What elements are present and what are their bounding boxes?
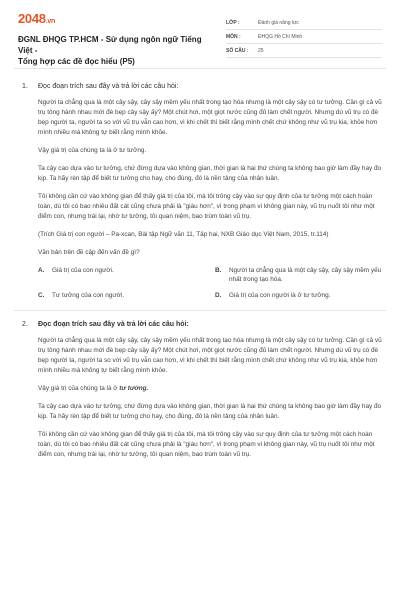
passage-paragraph: Người ta chẳng qua là một cây sậy, cây sậy mềm yếu nhất trong tạo hóa nhưng là một cây sậy có tư tưởng. Cần gì cả vũ trụ tông hành nhau mới đè bẹp cây sậy ấy? Một chút hơi, một giọt nước cũng đủ làm chết người. Nhưng dù vũ trụ có đè bẹp người ta, người ta so với vũ trụ vẫn cao hơn, vì khi chết thì biết rằng mình chết chứ không như vũ trụ kia, khỏe hơn mình nhiều mà không tự biết rằng mình khỏe. [38, 337, 382, 374]
question-row [22, 321, 382, 468]
answer-option-d[interactable] [215, 291, 382, 300]
meta-row-count [226, 44, 382, 58]
answer-option-a[interactable] [38, 266, 205, 284]
emphasis-word: tư tưởng. [119, 385, 149, 392]
meta-row-subject [226, 30, 382, 44]
meta-label: LỚP : [226, 19, 240, 26]
page-header [0, 0, 400, 68]
question-list [0, 69, 400, 468]
document-title-line-2: Tổng hợp các đề đọc hiểu (P5) [18, 57, 135, 66]
question-body [38, 83, 382, 300]
question-stem: Văn bản trên đề cập đến vấn đề gì? [38, 249, 140, 256]
question-body [38, 321, 382, 468]
meta-value: Đánh giá năng lực [258, 19, 299, 26]
meta-table [226, 16, 382, 68]
document-title [18, 34, 218, 67]
question-1 [22, 83, 382, 300]
logo-text: 2048 [18, 11, 46, 26]
site-logo[interactable] [18, 12, 218, 29]
brand-block [18, 12, 218, 68]
question-prompt: Đọc đoạn trích sau đây và trả lời các câu hỏi: [38, 83, 179, 90]
question-number: 2. [22, 321, 28, 328]
answer-letter: B. [215, 267, 222, 274]
meta-value: 25 [258, 47, 264, 54]
passage-citation: (Trích Giá trị con người – Pa-xcan, Bài tập Ngữ văn 11, Tập hai, NXB Giáo dục Việt Nam, 2015, tr.114) [38, 231, 329, 238]
question-2 [22, 321, 382, 468]
passage-paragraph: Ta cậy cao dựa vào tư tưởng, chứ đừng dựa vào không gian, thời gian là hai thứ chúng ta không bao giờ làm đầy hay đo kịp. Ta hãy rèn tập để biết tư tưởng cho hay, cho đúng, đó là nền tảng của nhân luân. [38, 403, 382, 420]
logo-suffix: .vn [45, 18, 55, 25]
meta-label: SỐ CÂU : [226, 47, 249, 54]
answer-option-b[interactable] [215, 266, 382, 284]
answer-text: Giá trị của con người là ở tư tưởng. [229, 292, 331, 299]
meta-label: MÔN : [226, 33, 241, 40]
answer-text: Người ta chẳng qua là một cây sậy, cây sậy mềm yếu nhất trong tạo hóa. [229, 267, 382, 283]
answer-letter: C. [38, 292, 45, 299]
answer-text: Tư tưởng của con người. [52, 292, 125, 299]
answer-options [38, 266, 382, 300]
question-row [22, 83, 382, 300]
meta-row-class [226, 16, 382, 30]
passage-paragraph-emphasis [38, 384, 382, 394]
passage-paragraph: Tôi không cần cứ vào không gian để thấy giá trị của tôi, mà tôi trông cậy vào sự quy định của tư tưởng một cách hoàn toàn, dù tôi có bao nhiêu đất cát cũng chưa phải là "giàu hơn", vì trong phạm vi không gian này, vũ trụ nuốt tôi như một điểm con, nhưng trái lại, nhờ tư tưởng, tôi quan niệm, bao trùm toàn vũ trụ. [38, 431, 375, 458]
passage-paragraph: Tôi không cần cứ vào không gian để thấy giá trị của tôi, mà tôi trông cậy vào sự quy định của tư tưởng một cách hoàn toàn, dù tôi có bao nhiêu đất cát cũng chưa phải là "giàu hơn", vì trong phạm vi không gian này, vũ trụ nuốt tôi như một điểm con, nhưng trái lại, nhờ tư tưởng, tôi quan niệm, bao trùm toàn vũ trụ. [38, 193, 375, 220]
meta-value: ĐHQG Hồ Chí Minh [258, 33, 303, 40]
question-prompt: Đọc đoạn trích sau đây và trả lời các câu hỏi: [38, 321, 189, 328]
answer-letter: A. [38, 267, 45, 274]
passage-paragraph: Vậy giá trị của chúng ta là ở tư tưởng. [38, 147, 147, 154]
passage-paragraph: Ta cậy cao dựa vào tư tưởng, chứ đừng dựa vào không gian, thời gian là hai thứ chúng ta không bao giờ làm đầy hay đo kịp. Ta hãy rèn tập để biết tư tưởng cho hay, cho đúng, đó là nền tảng của nhân luân. [38, 165, 382, 182]
emphasis-prefix: Vậy giá trị của chúng ta là ở [38, 385, 120, 392]
document-title-line-1: ĐGNL ĐHQG TP.HCM - Sử dụng ngôn ngữ Tiếng Việt - [18, 35, 202, 55]
passage-paragraph: Người ta chẳng qua là một cây sậy, cây sậy mềm yếu nhất trong tạo hóa nhưng là một cây sậy có tư tưởng. Cần gì cả vũ trụ tông hành nhau mới đè bẹp cây sậy ấy? Một chút hơi, một giọt nước cũng đủ làm chết người. Nhưng dù vũ trụ có đè bẹp người ta, người ta so với vũ trụ vẫn cao hơn, vì khi chết thì biết rằng mình chết chứ không như vũ trụ kia, khỏe hơn mình nhiều mà không tự biết rằng mình khỏe. [38, 99, 382, 136]
answer-option-c[interactable] [38, 291, 205, 300]
question-number: 1. [22, 83, 28, 90]
answer-letter: D. [215, 292, 222, 299]
answer-text: Giá trị của con người. [52, 267, 114, 274]
question-divider [14, 310, 386, 311]
